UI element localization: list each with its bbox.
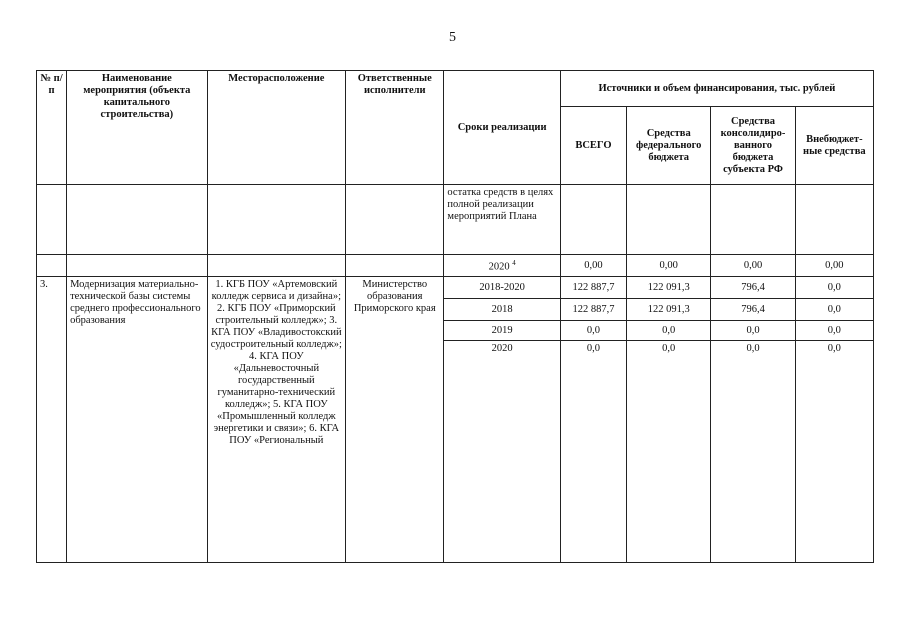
total-cell: 122 887,7 xyxy=(560,299,626,321)
regional-cell: 796,4 xyxy=(711,277,795,299)
item-executor: Министерство образования Приморского края xyxy=(346,277,444,563)
term-cell: 2018 xyxy=(444,299,560,321)
header-terms: Сроки реализации xyxy=(444,71,560,185)
extra-cell: 0,0 xyxy=(795,277,873,299)
continuation-regional: 0,00 xyxy=(711,255,795,277)
federal-cell: 122 091,3 xyxy=(627,299,711,321)
item-number: 3. xyxy=(37,277,67,563)
item-location: 1. КГБ ПОУ «Артемовский колледж сервиса и дизайна»; 2. КГБ ПОУ «Приморский строительный колледж»; 3. КГА ПОУ «Владивостокский судостроительный колледж»; 4. КГА ПОУ «Дальневосточный государственный гуманитарно-технический колледж»; 5. КГА ПОУ «Промышленный колледж энергетики и связи»; 6. КГА ПОУ «Региональный xyxy=(207,277,345,563)
header-federal: Средства федерального бюджета xyxy=(627,107,711,185)
continuation-year: 2020 xyxy=(488,261,510,273)
term-cell: 2019 xyxy=(444,321,560,341)
continuation-row xyxy=(37,185,874,255)
header-total: ВСЕГО xyxy=(560,107,626,185)
header-num: № п/п xyxy=(37,71,67,185)
header-row-1 xyxy=(37,71,874,107)
continuation-year-cell xyxy=(444,255,560,277)
federal-cell: 0,0 xyxy=(627,341,711,563)
extra-cell: 0,0 xyxy=(795,321,873,341)
extra-cell: 0,0 xyxy=(795,341,873,563)
continuation-text: остатка средств в целях полной реализации мероприятий Плана xyxy=(444,185,560,255)
term-cell: 2018-2020 xyxy=(444,277,560,299)
header-name: Наименование мероприятия (объекта капитального строительства) xyxy=(67,71,208,185)
continuation-extra: 0,00 xyxy=(795,255,873,277)
header-extra: Внебюджет-ные средства xyxy=(795,107,873,185)
header-regional: Средства консолидиро-ванного бюджета субъекта РФ xyxy=(711,107,795,185)
financing-table xyxy=(36,70,874,563)
page-number: 5 xyxy=(449,30,456,45)
continuation-total: 0,00 xyxy=(560,255,626,277)
total-cell: 0,0 xyxy=(560,321,626,341)
footnote-marker: 4 xyxy=(512,259,516,268)
total-cell: 0,0 xyxy=(560,341,626,563)
regional-cell: 0,0 xyxy=(711,341,795,563)
item-row-total xyxy=(37,277,874,299)
header-location: Месторасположение xyxy=(207,71,345,185)
federal-cell: 122 091,3 xyxy=(627,277,711,299)
header-financing: Источники и объем финансирования, тыс. рублей xyxy=(560,71,873,107)
regional-cell: 796,4 xyxy=(711,299,795,321)
federal-cell: 0,0 xyxy=(627,321,711,341)
item-name: Модернизация материально-технической базы системы среднего профессионального образования xyxy=(67,277,208,563)
term-cell: 2020 xyxy=(444,341,560,563)
continuation-federal: 0,00 xyxy=(627,255,711,277)
regional-cell: 0,0 xyxy=(711,321,795,341)
total-cell: 122 887,7 xyxy=(560,277,626,299)
extra-cell: 0,0 xyxy=(795,299,873,321)
header-executors: Ответственные исполнители xyxy=(346,71,444,185)
continuation-year-row xyxy=(37,255,874,277)
